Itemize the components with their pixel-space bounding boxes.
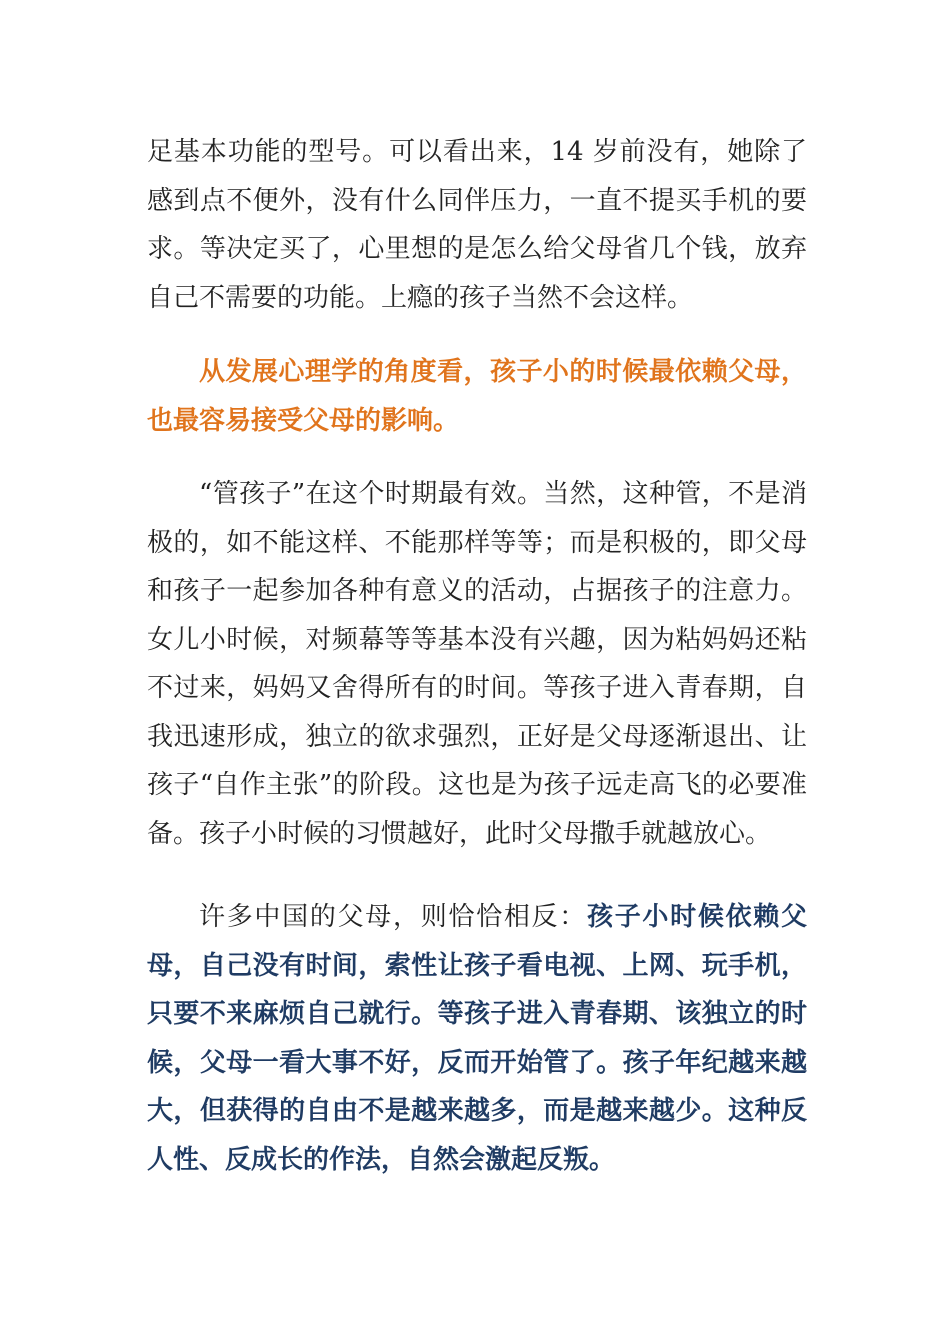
paragraph-text: “管孩子”在这个时期最有效。当然，这种管，不是消极的，如不能这样、不能那样等等；而是积极的，即父母和孩子一起参加各种有意义的活动，占据孩子的注意力。女儿小时候，对频幕等等基本没有兴趣，因为粘妈妈还粘不过来，妈妈又舍得所有的时间。等孩子进入青春期，自我迅速形成，独立的欲求强烈，正好是父母逐渐退出、让孩子“自作主张”的阶段。这也是为孩子远走高飞的必要准备。孩子小时候的习惯越好，此时父母撒手就越放心。 (147, 479, 807, 849)
paragraph-lead-text: 许多中国的父母，则恰恰相反： (199, 902, 587, 932)
highlight-text: 从发展心理学的角度看，孩子小的时候最依赖父母，也最容易接受父母的影响。 (147, 357, 807, 436)
paragraph-text: 足基本功能的型号。可以看出来，14 岁前没有，她除了感到点不便外，没有什么同伴压力，一直不提买手机的要求。等决定买了，心里想的是怎么给父母省几个钱，放弃自己不需要的功能。上瘾的孩子当然不会这样。 (147, 137, 807, 313)
highlight-paragraph-developmental-psychology (147, 348, 807, 445)
paragraph-text (147, 893, 807, 1184)
emphasis-text: 孩子小时候依赖父母，自己没有时间，索性让孩子看电视、上网、玩手机，只要不来麻烦自己就行。等孩子进入青春期、该独立的时候，父母一看大事不好，反而开始管了。孩子年纪越来越大，但获得的自由不是越来越多，而是越来越少。这种反人性、反成长的作法，自然会激起反叛。 (147, 902, 807, 1175)
paragraph-managing-children (147, 470, 807, 858)
paragraph-phone-purchase (147, 128, 807, 322)
paragraph-chinese-parents (147, 893, 807, 1184)
